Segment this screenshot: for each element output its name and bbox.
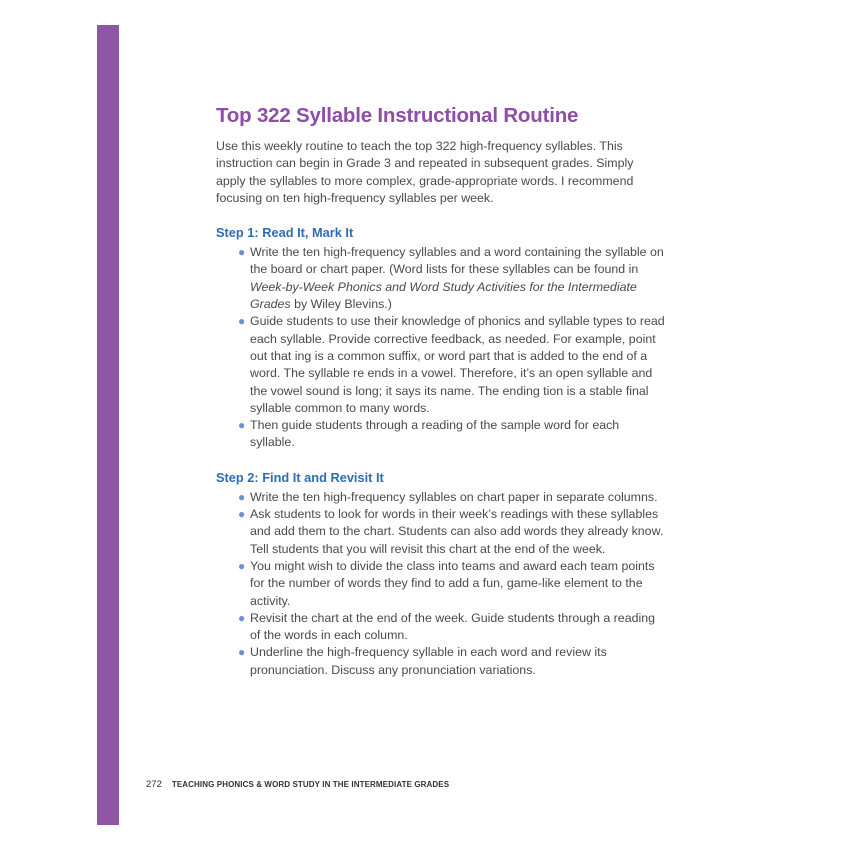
bullet-icon: ● bbox=[238, 314, 246, 329]
list-item: ● You might wish to divide the class into teams and award each team points for the number of words they find to add a fun, game-like element to the activity. bbox=[238, 558, 655, 608]
side-accent-bar bbox=[97, 25, 119, 825]
page-title: Top 322 Syllable Instructional Routine bbox=[216, 104, 579, 127]
bullet-icon: ● bbox=[238, 418, 246, 433]
list-item: ● Write the ten high-frequency syllables and a word containing the syllable on the board or chart paper. (Word lists for these syllables can be found in Week-by-Week Phonics and Word Study Activities for the Intermediate Grades by Wiley Blevins.) bbox=[238, 245, 664, 312]
list-item: ● Then guide students through a reading of the sample word for each syllable. bbox=[238, 418, 620, 450]
step2-heading: Step 2: Find It and Revisit It bbox=[216, 469, 384, 485]
bullet-icon: ● bbox=[238, 245, 246, 260]
page-content bbox=[216, 103, 666, 679]
list-item: ● Guide students to use their knowledge of phonics and syllable types to read each syllable. Provide corrective feedback, as needed. For example, point out that ing is a common suffix, or word part that is added to the end of a word. The syllable re ends in a vowel. Therefore, it’s an open syllable and the vowel sound is long; it says its name. The ending tion is a stable final syllable common to many words. bbox=[238, 314, 665, 415]
page-number: 272 bbox=[146, 779, 162, 790]
list-item: ● Underline the high-frequency syllable in each word and review its pronunciation. Discuss any pronunciation variations. bbox=[238, 645, 607, 677]
bullet-icon: ● bbox=[238, 507, 246, 522]
bullet-icon: ● bbox=[238, 489, 246, 504]
intro-paragraph: Use this weekly routine to teach the top 322 high-frequency syllables. This instruction can begin in Grade 3 and repeated in subsequent grades. Simply apply the syllables to more complex, grade-appropriate words. I recommend focusing on ten high-frequency syllables per week. bbox=[216, 139, 634, 205]
page-footer bbox=[146, 779, 449, 790]
running-footer-title: TEACHING PHONICS & WORD STUDY IN THE INTERMEDIATE GRADES bbox=[171, 780, 450, 789]
step1-list bbox=[216, 244, 666, 452]
bullet-icon: ● bbox=[238, 645, 246, 660]
list-item: ● Write the ten high-frequency syllables on chart paper in separate columns. bbox=[250, 489, 666, 506]
step1-heading: Step 1: Read It, Mark It bbox=[216, 225, 354, 241]
bullet-icon: ● bbox=[238, 610, 246, 625]
list-item: ● Revisit the chart at the end of the week. Guide students through a reading of the words in each column. bbox=[238, 610, 656, 643]
step2-list bbox=[216, 489, 666, 679]
bullet-icon: ● bbox=[238, 558, 246, 573]
list-item: ● Ask students to look for words in their week’s readings with these syllables and add them to the chart. Students can also add words they already know. Tell students that you will revisit this chart at the end of the week. bbox=[238, 507, 664, 556]
